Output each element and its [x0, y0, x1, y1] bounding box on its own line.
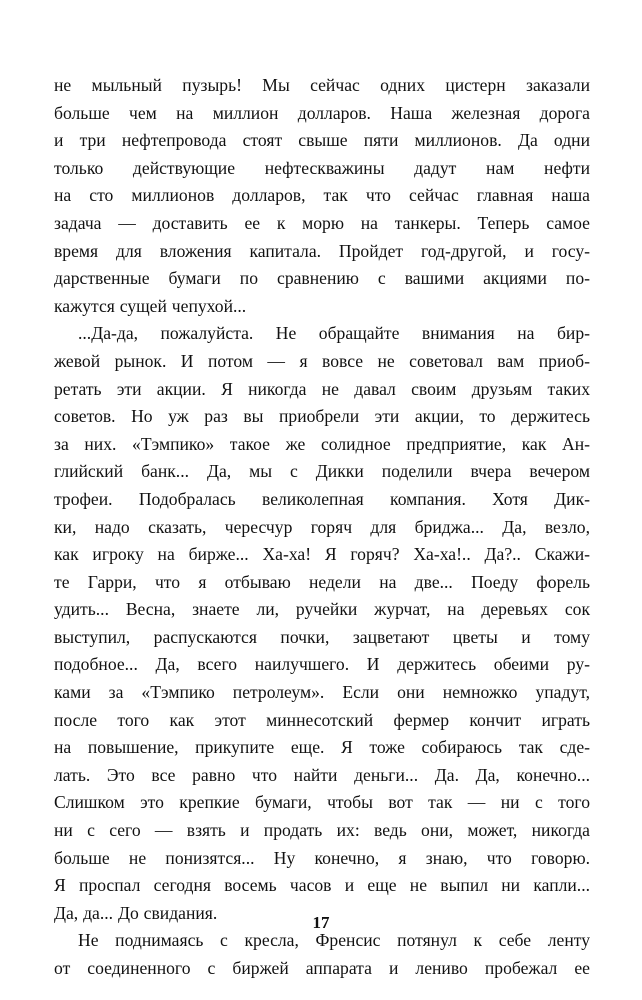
text-line: жевой рынок. И потом — я вовсе не советовал вам приоб- [54, 350, 590, 371]
text-line: Слишком это крепкие бумаги, чтобы вот так — ни с того [54, 792, 590, 813]
text-line: трофеи. Подобралась великолепная компания. Хотя Дик- [54, 488, 590, 509]
text-line: от соединенного с биржей аппарата и лениво пробежал ее [54, 958, 590, 978]
book-page [54, 72, 590, 983]
text-line: не мыльный пузырь! Мы сейчас одних цистерн заказали [54, 75, 590, 95]
text-line: дарственные бумаги по сравнению с вашими акциями по- [54, 268, 590, 289]
text-line: ками за «Тэмпико петролеум». Если они немножко упадут, [54, 682, 590, 703]
text-line: только действующие нефтескважины дадут нам нефти [54, 157, 590, 178]
text-line: Я проспал сегодня восемь часов и еще не выпил ни капли... [54, 875, 590, 896]
text-line: больше не понизятся... Ну конечно, я знаю, что говорю. [54, 847, 590, 868]
text-line: Не поднимаясь с кресла, Френсис потянул к себе ленту [78, 930, 590, 951]
text-line: ...Да-да, пожалуйста. Не обращайте внимания на бир- [78, 323, 590, 344]
text-line: после того как этот миннесотский фермер кончит играть [54, 709, 590, 730]
paragraph [54, 72, 590, 320]
text-line: удить... Весна, знаете ли, ручейки журчат, на деревьях сок [54, 599, 590, 620]
text-line: глийский банк... Да, мы с Дикки поделили вчера вечером [54, 461, 590, 482]
text-line: лать. Это все равно что найти деньги... Да. Да, конечно... [54, 764, 590, 785]
text-line: на сто миллионов долларов, так что сейчас главная наша [54, 185, 590, 206]
text-line: ни с сего — взять и продать их: ведь они, может, никогда [54, 820, 590, 841]
text-line: время для вложения капитала. Пройдет год-другой, и госу- [54, 240, 590, 261]
text-line: задача — доставить ее к морю на танкеры. Теперь самое [54, 212, 590, 233]
text-line: ки, надо сказать, чересчур горяч для бриджа... Да, везло, [54, 516, 590, 537]
text-line: советов. Но уж раз вы приобрели эти акции, то держитесь [54, 406, 590, 427]
text-line: больше чем на миллион долларов. Наша железная дорога [54, 102, 590, 123]
text-line: выступил, распускаются почки, зацветают цветы и тому [54, 626, 590, 647]
paragraph [54, 320, 590, 927]
text-line: подобное... Да, всего наилучшего. И держитесь обеими ру- [54, 654, 590, 675]
text-line: Да, да... До свидания. [54, 902, 218, 923]
text-line: те Гарри, что я отбываю недели на две... Поеду форель [54, 571, 590, 592]
text-body [54, 72, 590, 983]
paragraph [54, 927, 590, 982]
text-line: ретать эти акции. Я никогда не давал своим друзьям таких [54, 378, 590, 399]
text-line: кажутся сущей чепухой... [54, 295, 247, 316]
text-line: как игроку на бирже... Ха-ха! Я горяч? Ха-ха!.. Да?.. Скажи- [54, 544, 590, 565]
page-number: 17 [312, 913, 330, 932]
text-line: на повышение, прикупите еще. Я тоже собираюсь так сде- [54, 737, 590, 758]
text-line: и три нефтепровода стоят свыше пяти миллионов. Да одни [54, 130, 590, 151]
text-line: за них. «Тэмпико» такое же солидное предприятие, как Ан- [54, 433, 590, 454]
